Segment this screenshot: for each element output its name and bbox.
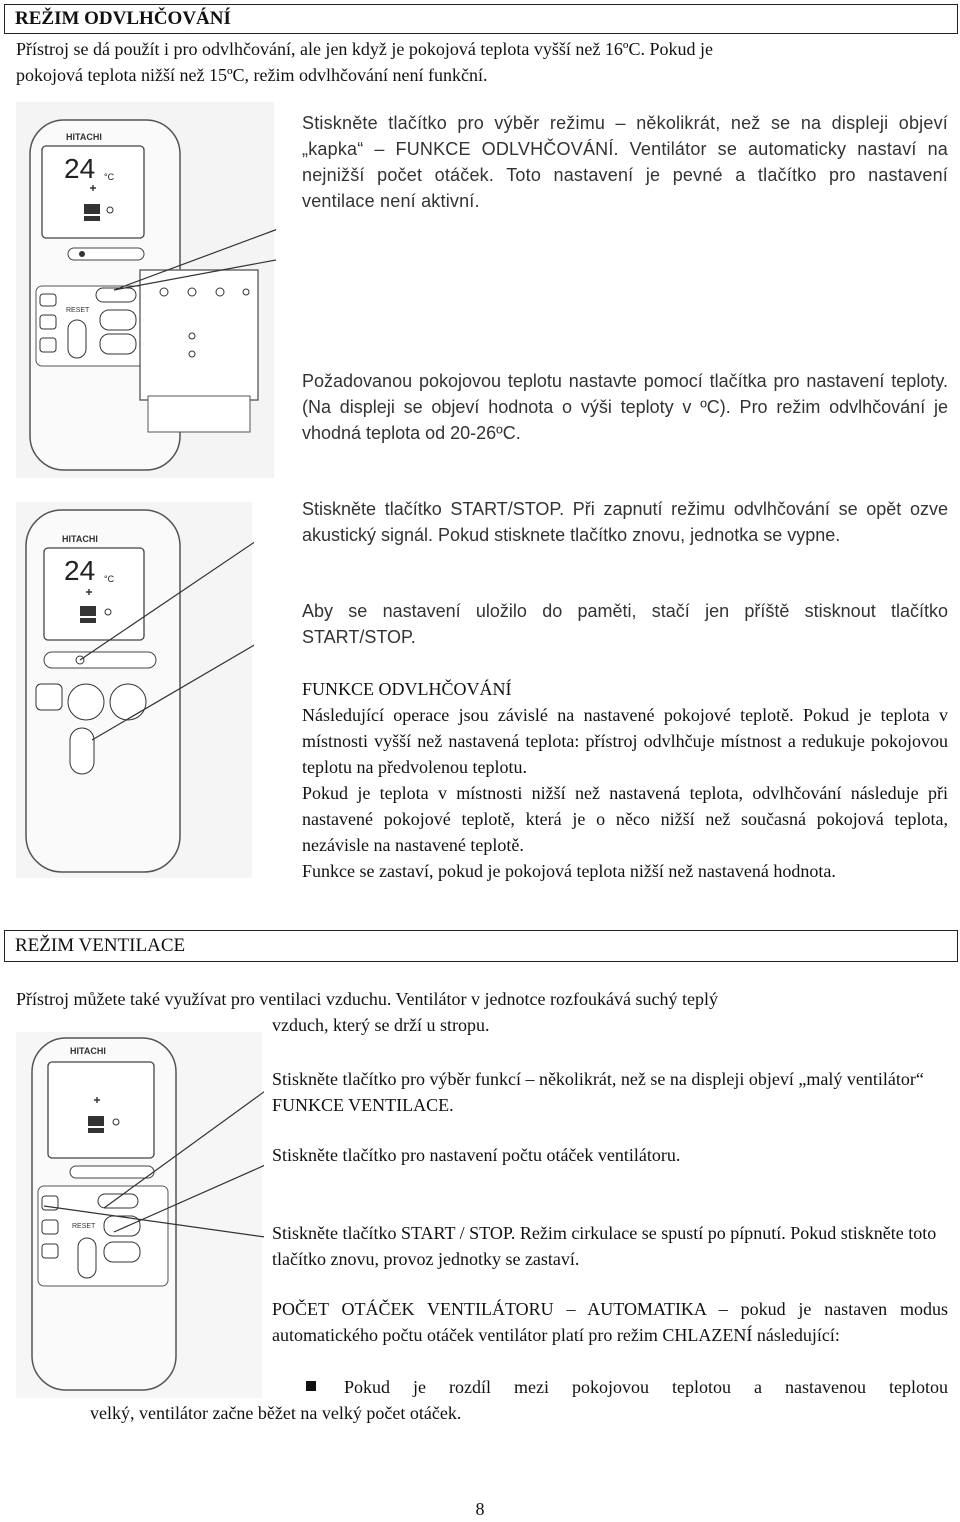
section-heading-ventilation: REŽIM VENTILACE — [4, 930, 958, 962]
section-heading-dehumidify: REŽIM ODVLHČOVÁNÍ — [4, 4, 958, 34]
display-unit-2: °C — [104, 574, 115, 584]
function-box — [302, 676, 948, 884]
ventilation-step1: Stiskněte tlačítko pro výběr funkcí – několikrát, než se na displeji objeví „malý ventilátor“ FUNKCE VENTILACE. — [272, 1069, 924, 1115]
remote-illustration-open — [14, 100, 276, 480]
function-title: FUNKCE ODVLHČOVÁNÍ — [302, 679, 512, 699]
reset-label-3: RESET — [72, 1223, 96, 1230]
remote-brand-label-2: HITACHI — [62, 534, 98, 544]
remote-illustration-closed — [14, 500, 254, 880]
display-unit: °C — [104, 172, 115, 182]
dehumidify-intro-line1: Přístroj se dá použít i pro odvlhčování, ale jen když je pokojová teplota vyšší než 16ºC. Pokud je — [16, 39, 713, 59]
display-temp: 24 — [64, 153, 96, 184]
bullet-line-2: velký, ventilátor začne běžet na velký počet otáček. — [90, 1403, 462, 1423]
function-paragraph-3: Funkce se zastaví, pokud je pokojová teplota nižší než nastavená hodnota. — [302, 861, 836, 881]
remote-brand-label-3: HITACHI — [70, 1046, 106, 1056]
ventilation-intro-line2: vzduch, který se drží u stropu. — [272, 1015, 490, 1035]
dehumidify-intro — [16, 36, 946, 88]
bullet-line-1: Pokud je rozdíl mezi pokojovou teplotou a nastavenou teplotou — [344, 1377, 948, 1397]
dehumidify-step4: Aby se nastavení uložilo do paměti, stačí jen příště stisknout tlačítko START/STOP. — [302, 601, 948, 647]
dehumidify-step3: Stiskněte tlačítko START/STOP. Při zapnutí režimu odvlhčování se opět ozve akustický signál. Pokud stisknete tlačítko znovu, jednotka se vypne. — [302, 499, 948, 545]
function-paragraph-2: Pokud je teplota v místnosti nižší než nastavená teplota, odvlhčování následuje při nastavené pokojové teplotě, která je o něco nižší než současná pokojová teplota, nezávisle na nastavené teplotě. — [302, 783, 948, 855]
ventilation-intro-line1: Přístroj můžete také využívat pro ventilaci vzduchu. Ventilátor v jednotce rozfoukává suchý teplý — [16, 989, 718, 1009]
dehumidify-step1: Stiskněte tlačítko pro výběr režimu – několikrát, než se na displeji objeví „kapka“ – FUNKCE ODLVHČOVÁNÍ. Ventilátor se automaticky nastaví na nejnižší počet otáček. Toto nastavení je pevné a tlačítko pro nastavení ventilace není aktivní. — [302, 113, 948, 211]
display-temp-2: 24 — [64, 555, 96, 586]
remote-illustration-ventilation — [14, 1030, 264, 1400]
dehumidify-intro-line2: pokojová teplota nižší než 15ºC, režim odvlhčování není funkční. — [16, 65, 488, 85]
function-paragraph-1: Následující operace jsou závislé na nastavené pokojové teplotě. Pokud je teplota v místnosti vyšší než nastavená teplota: přístroj odvlhčuje místnost a redukuje pokojovou teplotu na předvolenou teplotu. — [302, 705, 948, 777]
fan-auto-paragraph: POČET OTÁČEK VENTILÁTORU – AUTOMATIKA – pokud je nastaven modus automatického počtu otáček ventilátor platí pro režim CHLAZENÍ následující: — [272, 1299, 948, 1345]
ventilation-step3: Stiskněte tlačítko START / STOP. Režim cirkulace se spustí po pípnutí. Pokud stiskněte toto tlačítko znovu, provoz jednotky se zastaví. — [272, 1223, 937, 1269]
ventilation-step2: Stiskněte tlačítko pro nastavení počtu otáček ventilátoru. — [272, 1145, 681, 1165]
remote-brand-label: HITACHI — [66, 132, 102, 142]
dehumidify-step2: Požadovanou pokojovou teplotu nastavte pomocí tlačítka pro nastavení teploty. (Na displeji se objeví hodnota o výši teploty v ºC). Pro režim odvlhčování je vhodná teplota od 20-26ºC. — [302, 371, 948, 443]
page-number: 8 — [475, 1499, 485, 1519]
bullet-square-icon — [306, 1381, 316, 1391]
reset-label: RESET — [66, 307, 90, 314]
